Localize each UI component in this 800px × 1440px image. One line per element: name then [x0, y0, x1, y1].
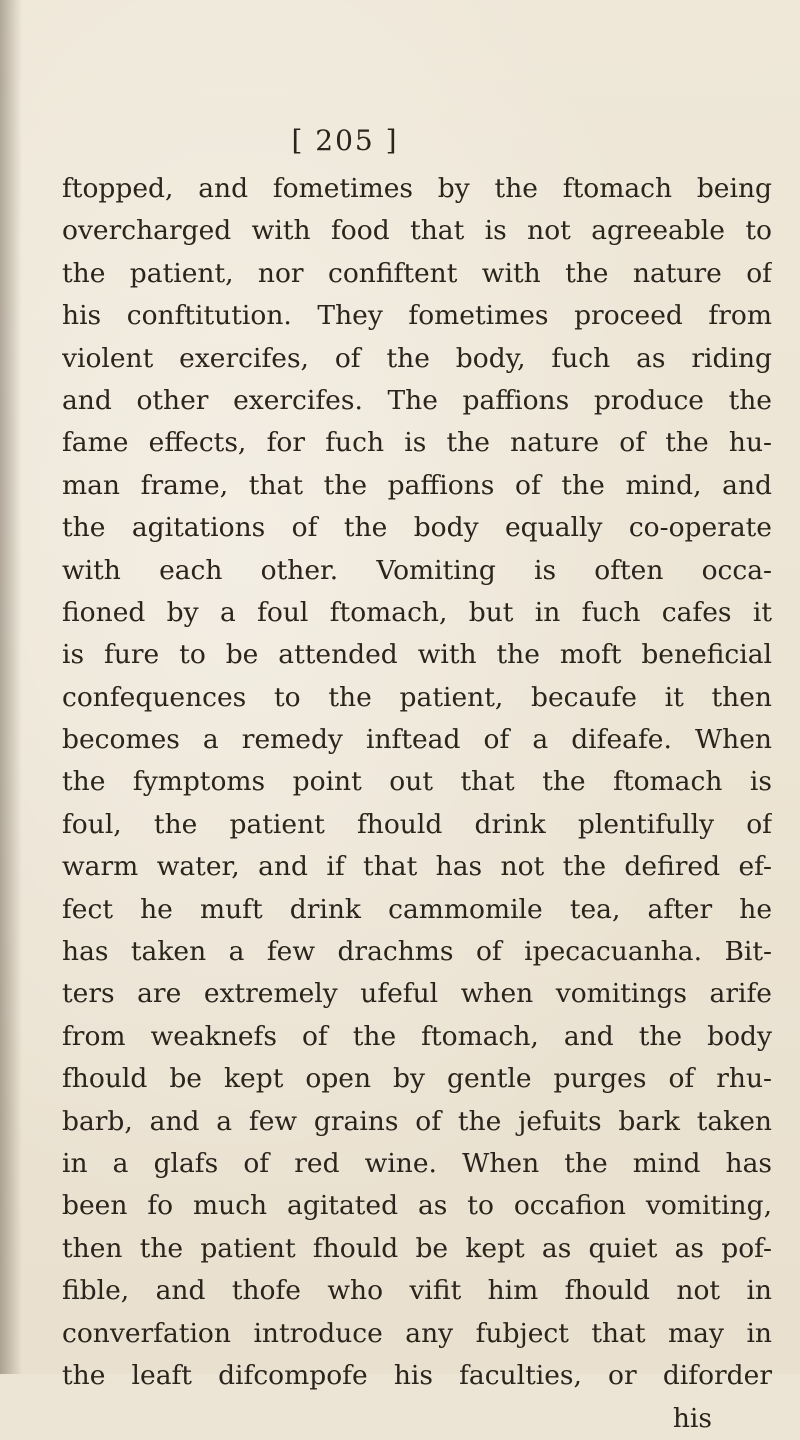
text-line: fect he muft drink cammomile tea, after he [62, 893, 772, 925]
text-line: the fymptoms point out that the ftomach is [62, 766, 772, 798]
body-text [62, 168, 772, 1397]
text-line: ftopped, and fometimes by the ftomach being [62, 173, 772, 204]
text-line: barb, and a few grains of the jefuits bark taken [62, 1105, 772, 1137]
text-line: ters are extremely ufeful when vomitings arife [62, 978, 772, 1010]
gutter-shadow [0, 0, 22, 1374]
text-line: the patient, nor confiftent with the nature of [62, 257, 772, 289]
text-line: man frame, that the paffions of the mind, and [62, 469, 772, 501]
text-line: foul, the patient fhould drink plentifully of [62, 808, 772, 840]
text-line: the agitations of the body equally co-operate [62, 512, 772, 544]
text-line: fame effects, for fuch is the nature of the hu- [62, 427, 772, 459]
text-line: the leaft difcompofe his faculties, or diforder [62, 1359, 772, 1391]
text-line: warm water, and if that has not the defired ef- [62, 851, 772, 883]
text-line: is fure to be attended with the moft beneficial [62, 639, 772, 671]
text-line: confequences to the patient, becaufe it then [62, 681, 772, 713]
text-line: overcharged with food that is not agreeable to [62, 215, 772, 247]
text-line: his conftitution. They fometimes proceed from [62, 300, 772, 332]
text-line: and other exercifes. The paffions produce the [62, 384, 772, 416]
text-line: has taken a few drachms of ipecacuanha. Bit- [62, 936, 772, 968]
text-line: fhould be kept open by gentle purges of rhu- [62, 1063, 772, 1095]
text-line: then the patient fhould be kept as quiet as pof- [62, 1232, 772, 1264]
text-line: fioned by a foul ftomach, but in fuch cafes it [62, 596, 772, 628]
page-number: [ 205 ] [291, 124, 399, 157]
text-line: with each other. Vomiting is often occa- [62, 554, 772, 586]
catchword: his [672, 1402, 712, 1434]
text-line: been fo much agitated as to occafion vomiting, [62, 1190, 772, 1222]
text-line: from weaknefs of the ftomach, and the body [62, 1020, 772, 1052]
text-line: converfation introduce any fubject that may in [62, 1317, 772, 1349]
text-line: violent exercifes, of the body, fuch as riding [62, 342, 772, 374]
text-line: fible, and thofe who vifit him fhould not in [62, 1275, 772, 1307]
text-line: in a glafs of red wine. When the mind has [62, 1147, 772, 1179]
text-line: becomes a remedy inftead of a difeafe. When [62, 724, 772, 756]
